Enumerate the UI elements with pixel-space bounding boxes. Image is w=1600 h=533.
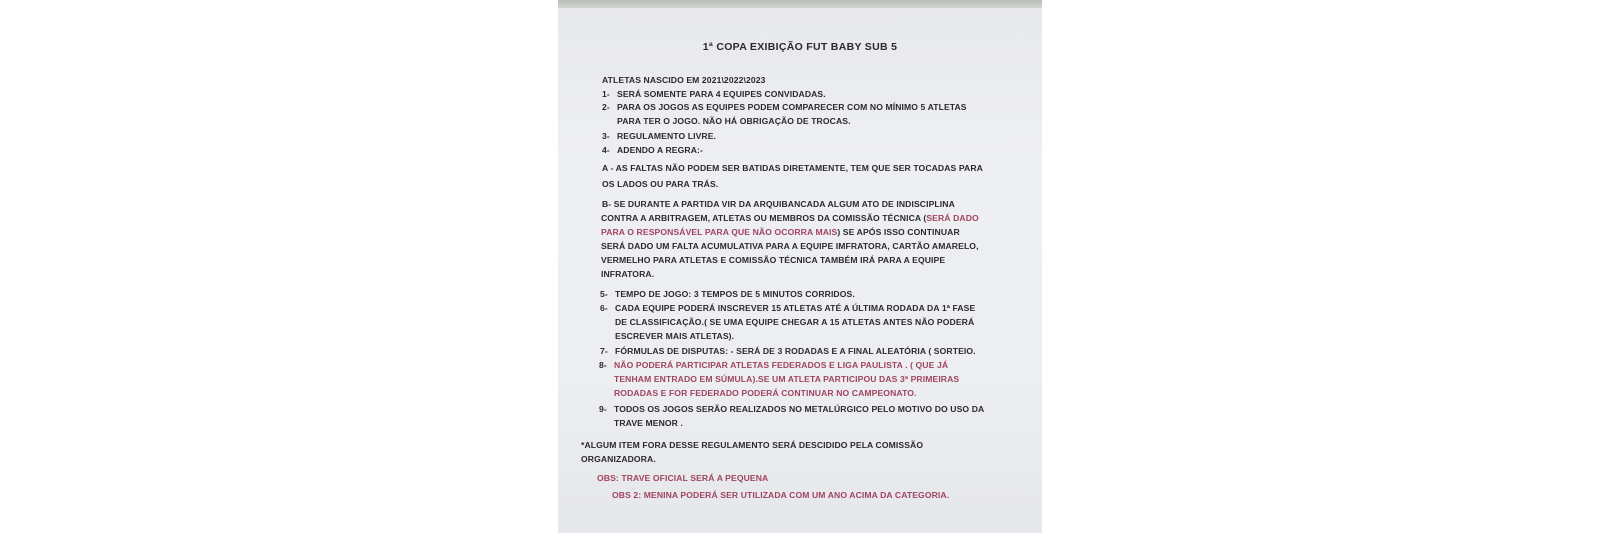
rule-b-line: VERMELHO PARA ATLETAS E COMISSÃO TÉCNICA TAMBÉM IRÁ PARA A EQUIPE: [601, 255, 946, 265]
rule-b-line: INFRATORA.: [601, 269, 655, 279]
item-number: 4-: [602, 145, 610, 155]
item-number: 5-: [600, 289, 608, 299]
document-photo: [558, 0, 1042, 533]
rule-b-line: [601, 211, 979, 226]
item-number: 1-: [602, 89, 610, 99]
item-text: ADENDO A REGRA:-: [617, 145, 703, 155]
item-text: PARA OS JOGOS AS EQUIPES PODEM COMPARECER COM NO MÍNIMO 5 ATLETAS: [617, 102, 967, 112]
item-text: FÓRMULAS DE DISPUTAS: - SERÁ DE 3 RODADAS E A FINAL ALEATÓRIA ( SORTEIO.: [615, 346, 976, 356]
rule-a-line: OS LADOS OU PARA TRÁS.: [602, 179, 719, 189]
item-number: 6-: [600, 303, 608, 313]
item-number: 7-: [600, 346, 608, 356]
item-number: 3-: [602, 131, 610, 141]
item-text-highlight: TENHAM ENTRADO EM SÚMULA).SE UM ATLETA PARTICIPOU DAS 3ª PRIMEIRAS: [614, 374, 960, 384]
item-text: SERÁ SOMENTE PARA 4 EQUIPES CONVIDADAS.: [617, 89, 826, 99]
item-number: 2-: [602, 102, 610, 112]
item-text: TODOS OS JOGOS SERÃO REALIZADOS NO METALÚRGICO PELO MOTIVO DO USO DA: [614, 404, 985, 414]
rule-b-highlight: SERÁ DADO: [926, 213, 979, 223]
rule-b-text: ) SE APÓS ISSO CONTINUAR: [837, 227, 960, 237]
item-text: CADA EQUIPE PODERÁ INSCREVER 15 ATLETAS ATÉ A ÚLTIMA RODADA DA 1ª FASE: [615, 303, 976, 313]
rule-b-line: SERÁ DADO UM FALTA ACUMULATIVA PARA A EQUIPE IMFRATORA, CARTÃO AMARELO,: [601, 241, 979, 251]
rule-b-highlight: PARA O RESPONSÁVEL PARA QUE NÃO OCORRA MAIS: [601, 227, 838, 237]
rule-b-line: [601, 225, 960, 240]
item-text-highlight: RODADAS E FOR FEDERADO PODERÁ CONTINUAR NO CAMPEONATO.: [614, 388, 917, 398]
item-text: REGULAMENTO LIVRE.: [617, 131, 717, 141]
obs-line: OBS 2: MENINA PODERÁ SER UTILIZADA COM UM ANO ACIMA DA CATEGORIA.: [612, 490, 950, 500]
rule-b-line: B- SE DURANTE A PARTIDA VIR DA ARQUIBANCADA ALGUM ATO DE INDISCIPLINA: [602, 199, 955, 209]
item-text-highlight: NÃO PODERÁ PARTICIPAR ATLETAS FEDERADOS E LIGA PAULISTA . ( QUE JÁ: [614, 360, 949, 370]
rule-a-line: A - AS FALTAS NÃO PODEM SER BATIDAS DIRETAMENTE, TEM QUE SER TOCADAS PARA: [602, 163, 983, 173]
document-title: 1ª COPA EXIBIÇÃO FUT BABY SUB 5: [702, 41, 898, 53]
rule-b-text: CONTRA A ARBITRAGEM, ATLETAS OU MEMBROS DA COMISSÃO TÉCNICA (: [601, 213, 927, 223]
item-text: TEMPO DE JOGO: 3 TEMPOS DE 5 MINUTOS CORRIDOS.: [615, 289, 855, 299]
item-text: ESCREVER MAIS ATLETAS).: [615, 331, 735, 341]
item-number: 9-: [599, 404, 607, 414]
item-text: DE CLASSIFICAÇÃO.( SE UMA EQUIPE CHEGAR A 15 ATLETAS ANTES NÃO PODERÁ: [615, 317, 975, 327]
intro-line: ATLETAS NASCIDO EM 2021\2022\2023: [602, 75, 766, 85]
note-line: *ALGUM ITEM FORA DESSE REGULAMENTO SERÁ DESCIDIDO PELA COMISSÃO: [581, 440, 924, 450]
note-line: ORGANIZADORA.: [581, 454, 656, 464]
item-text: TRAVE MENOR .: [614, 418, 683, 428]
regulation-sheet: [558, 0, 1042, 533]
item-text: PARA TER O JOGO. NÃO HÁ OBRIGAÇÃO DE TROCAS.: [617, 116, 851, 126]
item-number: 8-: [599, 360, 607, 370]
obs-line: OBS: TRAVE OFICIAL SERÁ A PEQUENA: [597, 473, 769, 483]
